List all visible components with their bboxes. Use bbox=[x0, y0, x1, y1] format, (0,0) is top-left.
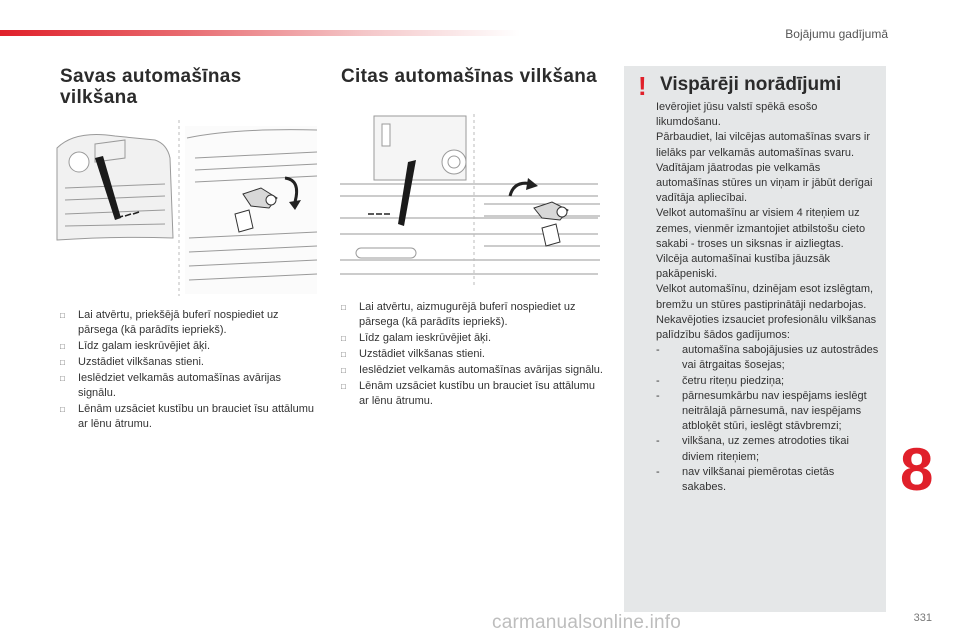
list-item: □ Lēnām uzsāciet kustību un brauciet īsu attālumu ar lēnu ātrumu. bbox=[341, 380, 596, 407]
general-instructions-panel bbox=[624, 66, 886, 612]
list-item: □ Lēnām uzsāciet kustību un brauciet īsu attālumu ar lēnu ātrumu. bbox=[60, 403, 315, 430]
warning-exclamation-icon: ! bbox=[638, 71, 647, 101]
middle-column-title: Citas automašīnas vilkšana bbox=[341, 66, 597, 87]
list-item: □ Uzstādiet vilkšanas stieni. bbox=[341, 348, 485, 360]
bullet-icon: □ bbox=[341, 366, 346, 375]
left-column-title: Savas automašīnas vilkšana bbox=[60, 66, 242, 108]
list-item: □ Līdz galam ieskrūvējiet āķi. bbox=[341, 332, 492, 344]
bullet-icon: □ bbox=[341, 334, 346, 343]
list-item: - vilkšana, uz zemes atrodoties tikai diviem riteņiem; bbox=[656, 435, 849, 463]
panel-paragraph: Nekavējoties izsauciet profesionālu vilkšanas palīdzību šādos gadījumos: bbox=[656, 313, 877, 342]
left-steps-list bbox=[60, 308, 318, 433]
list-item: □ Līdz galam ieskrūvējiet āķi. bbox=[60, 340, 211, 352]
panel-paragraph: Pārbaudiet, lai vilcējas automašīnas svars ir lielāks par velkamās automašīnas svaru. bbox=[656, 131, 870, 159]
watermark: carmanualsonline.info bbox=[492, 612, 682, 633]
panel-paragraph: Ievērojiet jūsu valstī spēkā esošo likumdošanu. bbox=[656, 101, 818, 129]
panel-paragraph: Vadītājam jāatrodas pie velkamās automašīnas stūres un viņam ir jābūt derīgai vadītāja apliecībai. bbox=[656, 161, 873, 205]
bullet-icon: □ bbox=[60, 311, 65, 320]
panel-body bbox=[656, 100, 880, 495]
front-tow-hook-illustration bbox=[55, 118, 320, 298]
panel-paragraph: Velkot automašīnu ar visiem 4 riteņiem uz zemes, vienmēr izmantojiet atbilstošu cieto sakabi - troses un siksnas ir aizliegtas. bbox=[656, 207, 866, 250]
list-item: □ Lai atvērtu, aizmugurējā buferī nospiediet uz pārsega (kā parādīts iepriekš). bbox=[341, 301, 576, 328]
cases-list bbox=[656, 343, 880, 495]
list-item: □ Ieslēdziet velkamās automašīnas avārijas signālu. bbox=[60, 372, 281, 399]
bullet-icon: □ bbox=[60, 342, 65, 351]
bullet-icon: □ bbox=[60, 405, 65, 414]
list-item: - nav vilkšanai piemērotas cietās sakabes. bbox=[656, 465, 835, 494]
page-number: 331 bbox=[913, 612, 932, 624]
list-item: □ Ieslēdziet velkamās automašīnas avārijas signālu. bbox=[341, 364, 603, 376]
bullet-icon: □ bbox=[341, 303, 346, 312]
section-title: Bojājumu gadījumā bbox=[785, 27, 888, 41]
panel-paragraph: Vilcēja automašīnai kustība jāuzsāk pakāpeniski. bbox=[656, 253, 831, 281]
bullet-icon: □ bbox=[341, 382, 346, 391]
panel-title: Vispārēji norādījumi bbox=[660, 74, 842, 95]
bullet-icon: □ bbox=[60, 358, 65, 367]
bullet-icon: □ bbox=[341, 350, 346, 359]
panel-paragraph: Velkot automašīnu, dzinējam esot izslēgtam, bremžu un stūres pastiprinātāji nedarbojas. bbox=[656, 283, 874, 311]
list-item: - automašīna sabojājusies uz autostrādes vai ātrgaitas šosejas; bbox=[656, 344, 879, 372]
list-item: - četru riteņu piedziņa; bbox=[656, 374, 785, 387]
bullet-icon: □ bbox=[60, 374, 65, 383]
chapter-number: 8 bbox=[900, 436, 934, 503]
list-item: □ Lai atvērtu, priekšējā buferī nospiediet uz pārsega (kā parādīts iepriekš). bbox=[60, 309, 279, 336]
middle-steps-list bbox=[341, 300, 603, 410]
header-accent-rule bbox=[0, 30, 520, 36]
list-item: - pārnesumkārbu nav iespējams ieslēgt neitrālajā pārnesumā, nav iespējams atbloķēt stūri, ieslēgt stāvbremzi; bbox=[656, 389, 867, 433]
rear-tow-hook-illustration bbox=[338, 110, 600, 290]
list-item: □ Uzstādiet vilkšanas stieni. bbox=[60, 356, 204, 368]
